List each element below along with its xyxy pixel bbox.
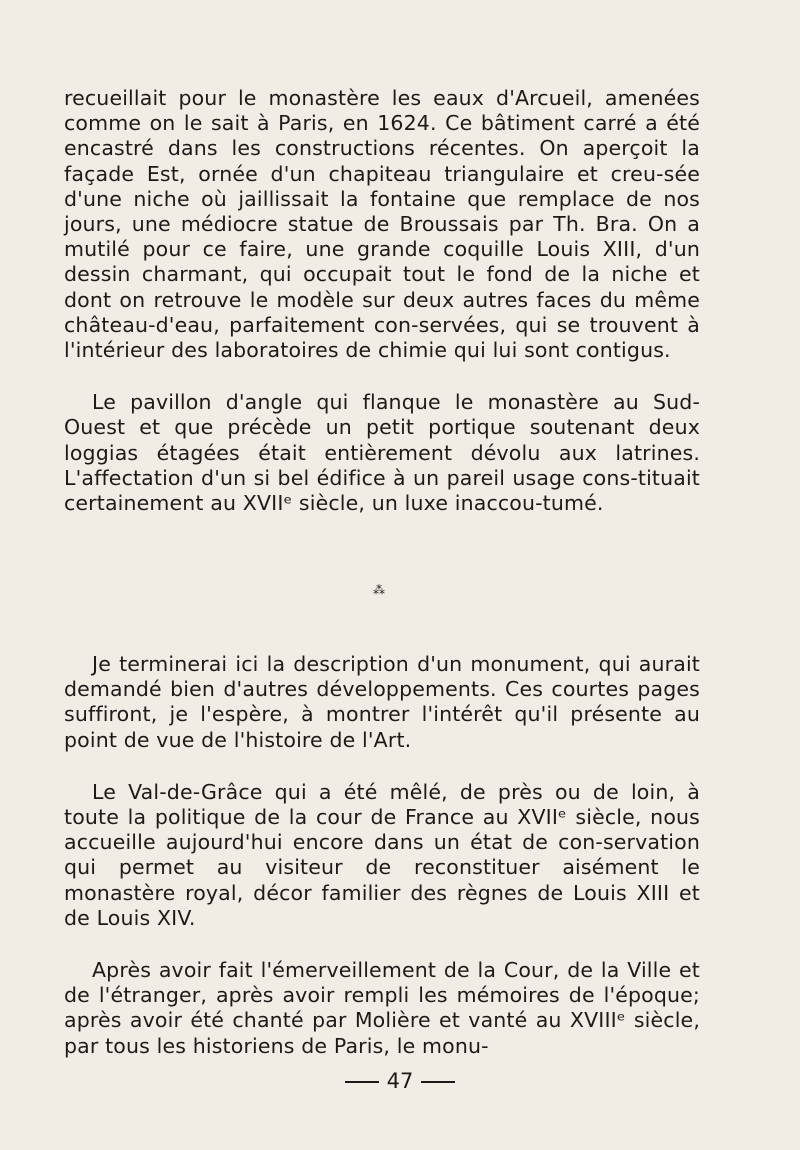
text-block-top [64,86,700,516]
page-number: 47 [386,1069,414,1093]
page-footer [0,1069,800,1093]
dash-left [345,1081,379,1083]
dash-right [421,1081,455,1083]
asterism-separator: ⁂ [373,583,385,597]
text-block-bottom [64,652,700,1059]
paragraph-2: Le pavillon d'angle qui flanque le monastère au Sud-Ouest et que précède un petit portique soutenant deux loggias étagées était entièrement dévolu aux latrines. L'affectation d'un si bel édifice à un pareil usage cons-tituait certainement au XVIIᵉ siècle, un luxe inaccou-tumé. [64,390,700,516]
paragraph-3: Je terminerai ici la description d'un monument, qui aurait demandé bien d'autres développements. Ces courtes pages suffiront, je l'espère, à montrer l'intérêt qu'il présente au point de vue de l'histoire de l'Art. [64,652,700,752]
paragraph-4: Le Val-de-Grâce qui a été mêlé, de près ou de loin, à toute la politique de la cour de France au XVIIᵉ siècle, nous accueille aujourd'hui encore dans un état de con-servation qui permet au visiteur de reconstituer aisément le monastère royal, décor familier des règnes de Louis XIII et de Louis XIV. [64,779,700,930]
paragraph-5: Après avoir fait l'émerveillement de la Cour, de la Ville et de l'étranger, après avoir rempli les mémoires de l'époque; après avoir été chanté par Molière et vanté au XVIIIᵉ siècle, par tous les historiens de Paris, le monu- [64,958,700,1058]
paragraph-1: recueillait pour le monastère les eaux d'Arcueil, amenées comme on le sait à Paris, en 1624. Ce bâtiment carré a été encastré dans les constructions récentes. On aperçoit la façade Est, ornée d'un chapiteau triangulaire et creu-sée d'une niche où jaillissait la fontaine que remplace de nos jours, une médiocre statue de Broussais par Th. Bra. On a mutilé pour ce faire, une grande coquille Louis XIII, d'un dessin charmant, qui occupait tout le fond de la niche et dont on retrouve le modèle sur deux autres faces du même château-d'eau, parfaitement con-servées, qui se trouvent à l'intérieur des laboratoires de chimie qui lui sont contigus. [64,86,700,363]
